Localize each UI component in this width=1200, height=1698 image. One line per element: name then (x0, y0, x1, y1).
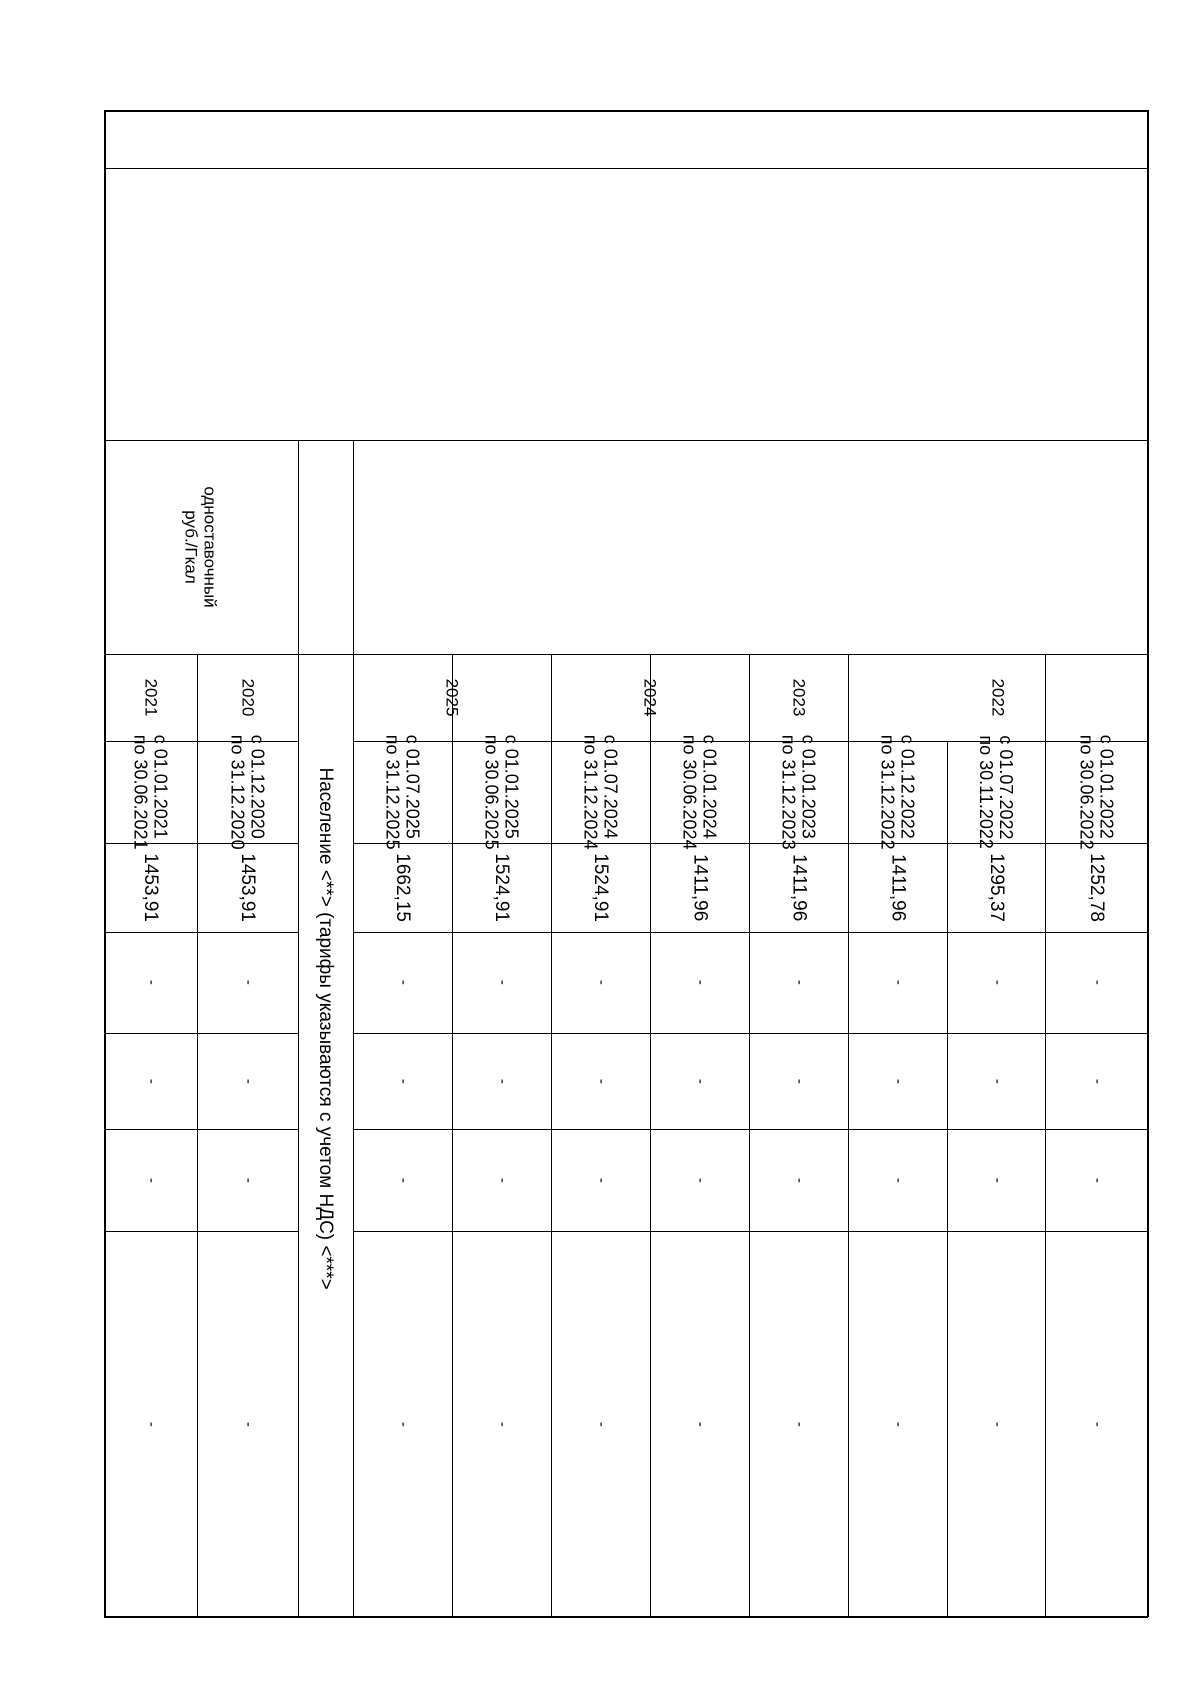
period-cell (1045, 734, 1148, 850)
year-label (104, 654, 197, 741)
dash-mark: - (239, 1078, 257, 1084)
empty-value-cell (551, 1129, 650, 1231)
empty-value-cell (104, 932, 197, 1033)
dash-mark: - (493, 1177, 511, 1183)
tariff-value-cell (650, 843, 749, 932)
year-label (551, 654, 749, 741)
empty-value-cell (848, 1033, 947, 1129)
year-text: 2022 (988, 678, 1008, 717)
tariff-value-cell (197, 843, 298, 932)
period-start: с 01.07.2024 (600, 734, 621, 839)
dash-mark: - (493, 1078, 511, 1084)
header-band-rule (104, 168, 1148, 169)
period-end: по 31.12.2025 (382, 734, 403, 850)
tariff-value-cell (1045, 843, 1148, 932)
empty-value-cell (452, 1231, 551, 1617)
period-start: с 01.07.2025 (402, 734, 423, 839)
period-start: с 01.07.2022 (996, 735, 1017, 840)
empty-value-cell (848, 1231, 947, 1617)
period-start: с 01.01.2024 (699, 734, 720, 839)
empty-value-cell (749, 932, 848, 1033)
dash-mark: - (790, 1421, 808, 1427)
period-end: по 30.06.2022 (1076, 734, 1097, 850)
empty-value-cell (650, 1033, 749, 1129)
period-cell (353, 734, 452, 850)
empty-value-cell (104, 1033, 197, 1129)
dash-mark: - (592, 1078, 610, 1084)
period-end: по 31.12.2024 (580, 734, 601, 850)
empty-value-cell (197, 1231, 298, 1617)
period-start: с 01.01.2021 (150, 734, 171, 839)
empty-value-cell (452, 932, 551, 1033)
empty-value-cell (197, 1129, 298, 1231)
period-cell (650, 734, 749, 850)
unit-measure: руб./Гкал (182, 510, 201, 584)
period-cell (848, 734, 947, 850)
dash-mark: - (142, 1078, 160, 1084)
empty-value-cell (848, 1129, 947, 1231)
tariff-value-cell (749, 843, 848, 932)
empty-value-cell (650, 1231, 749, 1617)
empty-value-cell (551, 1231, 650, 1617)
year-text: 2024 (640, 678, 660, 717)
dash-mark: - (1088, 1177, 1106, 1183)
period-cell (197, 734, 298, 850)
tariff-value: 1411,96 (689, 853, 711, 922)
tariff-value: 1524,91 (491, 853, 513, 922)
dash-mark: - (1088, 979, 1106, 985)
empty-value-cell (1045, 1129, 1148, 1231)
unit-header (104, 440, 298, 654)
year-label (353, 654, 551, 741)
empty-value-cell (947, 1033, 1045, 1129)
dash-mark: - (394, 1421, 412, 1427)
dash-mark: - (592, 1421, 610, 1427)
period-start: с 01.01.2025 (501, 734, 522, 839)
dash-mark: - (889, 1421, 907, 1427)
period-cell (104, 734, 197, 850)
tariff-value-cell (104, 843, 197, 932)
tariff-value: 1524,91 (590, 853, 612, 922)
dash-mark: - (239, 1177, 257, 1183)
dash-mark: - (239, 979, 257, 985)
year-label (749, 654, 848, 741)
empty-value-cell (1045, 1033, 1148, 1129)
empty-value-cell (650, 932, 749, 1033)
dash-mark: - (592, 1177, 610, 1183)
empty-value-cell (353, 932, 452, 1033)
dash-mark: - (889, 1177, 907, 1183)
period-start: с 01.12.2022 (897, 734, 918, 839)
empty-value-cell (551, 932, 650, 1033)
dash-mark: - (691, 1177, 709, 1183)
dash-mark: - (592, 979, 610, 985)
unit-type: одноставочный (201, 486, 221, 608)
tariff-value: 1453,91 (140, 853, 162, 922)
tariff-value: 1411,96 (788, 853, 810, 922)
dash-mark: - (691, 979, 709, 985)
dash-mark: - (394, 979, 412, 985)
empty-value-cell (848, 932, 947, 1033)
dash-mark: - (1088, 1421, 1106, 1427)
dash-mark: - (790, 1078, 808, 1084)
dash-mark: - (493, 1421, 511, 1427)
empty-value-cell (452, 1033, 551, 1129)
empty-value-cell (104, 1231, 197, 1617)
empty-value-cell (551, 1033, 650, 1129)
tariff-value: 1453,91 (237, 853, 259, 922)
dash-mark: - (239, 1421, 257, 1427)
empty-value-cell (749, 1129, 848, 1231)
year-text: 2023 (789, 678, 809, 717)
empty-value-cell (353, 1231, 452, 1617)
empty-value-cell (947, 1231, 1045, 1617)
dash-mark: - (394, 1177, 412, 1183)
period-cell (452, 734, 551, 850)
dash-mark: - (889, 979, 907, 985)
empty-value-cell (749, 1231, 848, 1617)
empty-value-cell (947, 1129, 1045, 1231)
dash-mark: - (988, 1177, 1006, 1183)
group-row-label (298, 440, 353, 1617)
empty-value-cell (104, 1129, 197, 1231)
dash-mark: - (889, 1078, 907, 1084)
empty-value-cell (1045, 932, 1148, 1033)
period-end: по 31.12.2020 (227, 734, 248, 850)
empty-value-cell (353, 1129, 452, 1231)
period-start: с 01.12.2020 (247, 734, 268, 839)
table-border-top (104, 110, 1148, 112)
period-cell (749, 734, 848, 850)
dash-mark: - (142, 979, 160, 985)
tariff-value: 1411,96 (887, 853, 909, 922)
dash-mark: - (790, 979, 808, 985)
tariff-value-cell (452, 843, 551, 932)
year-label (197, 654, 298, 741)
year-text: 2020 (238, 678, 258, 717)
year-label (848, 654, 1148, 741)
year-text: 2025 (442, 678, 462, 717)
empty-value-cell (452, 1129, 551, 1231)
tariff-value-cell (947, 843, 1045, 932)
period-end: по 30.06.2021 (130, 734, 151, 850)
dash-mark: - (988, 1078, 1006, 1084)
period-cell (947, 735, 1045, 849)
tariff-value: 1662,15 (392, 853, 414, 922)
year-text: 2021 (141, 678, 161, 717)
empty-value-cell (197, 932, 298, 1033)
period-start: с 01.01.2022 (1096, 734, 1117, 839)
period-cell (551, 734, 650, 850)
tariff-value: 1295,37 (985, 853, 1007, 922)
dash-mark: - (142, 1421, 160, 1427)
group-row-text: Население <**> (тарифы указываются с учетом НДС) <***> (315, 767, 337, 1290)
tariff-value: 1252,78 (1086, 853, 1108, 922)
empty-value-cell (197, 1033, 298, 1129)
dash-mark: - (691, 1078, 709, 1084)
tariff-value-cell (551, 843, 650, 932)
empty-value-cell (749, 1033, 848, 1129)
period-end: по 31.12.2023 (778, 734, 799, 850)
dash-mark: - (1088, 1078, 1106, 1084)
empty-value-cell (650, 1129, 749, 1231)
dash-mark: - (142, 1177, 160, 1183)
empty-value-cell (353, 1033, 452, 1129)
dash-mark: - (790, 1177, 808, 1183)
period-end: по 31.12.2022 (877, 734, 898, 850)
tariff-value-cell (848, 843, 947, 932)
empty-value-cell (1045, 1231, 1148, 1617)
period-end: по 30.06.2025 (481, 734, 502, 850)
dash-mark: - (988, 1421, 1006, 1427)
period-end: по 30.06.2024 (679, 734, 700, 850)
dash-mark: - (691, 1421, 709, 1427)
period-start: с 01.01.2023 (798, 734, 819, 839)
tariff-value-cell (353, 843, 452, 932)
empty-value-cell (947, 932, 1045, 1033)
dash-mark: - (493, 979, 511, 985)
period-end: по 30.11.2022 (976, 735, 997, 849)
dash-mark: - (988, 979, 1006, 985)
dash-mark: - (394, 1078, 412, 1084)
